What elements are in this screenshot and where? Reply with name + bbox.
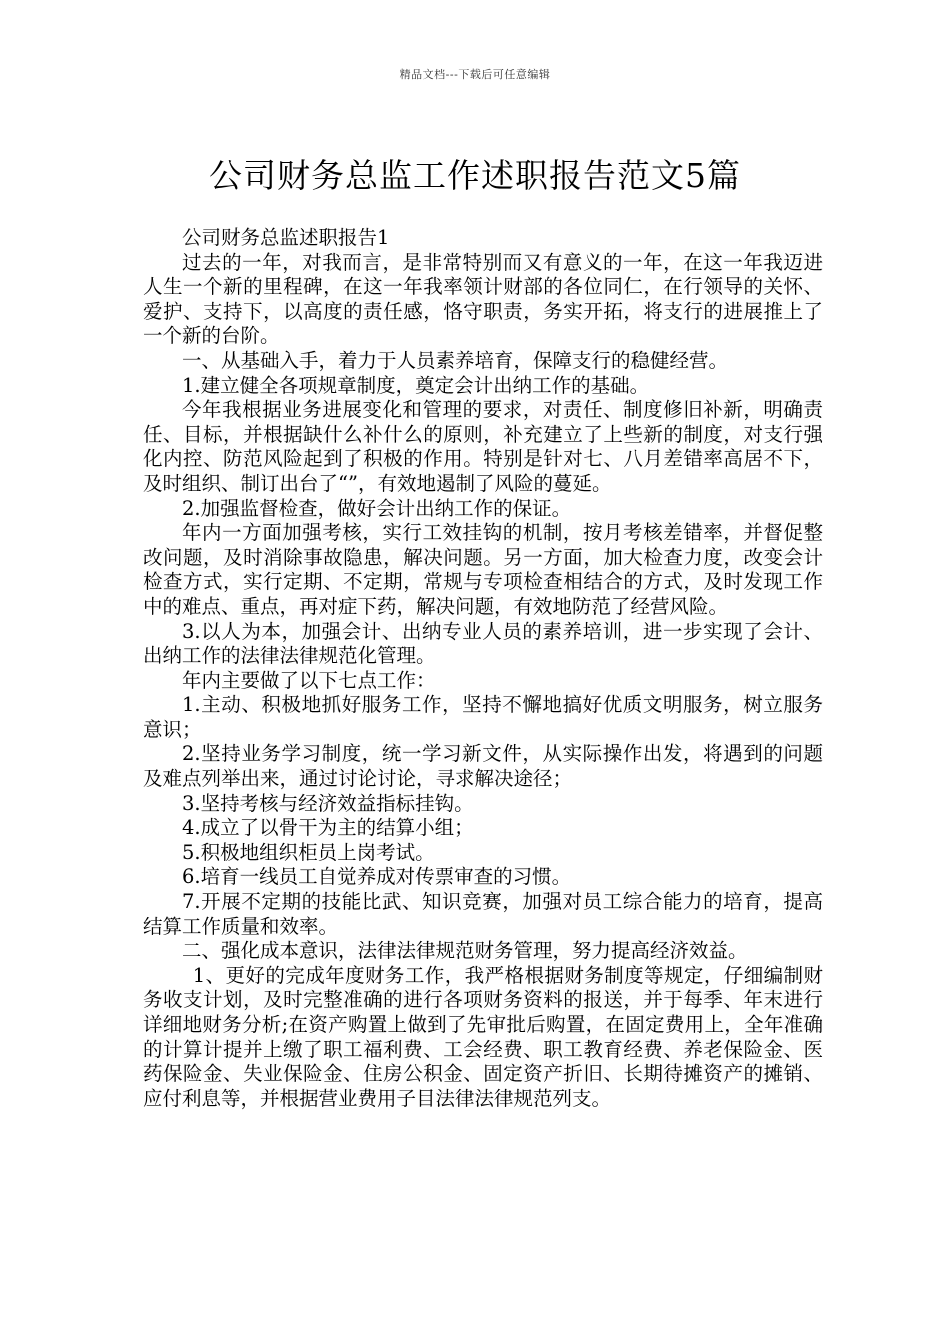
- list-item: 6.培育一线员工自觉养成对传票审查的习惯。: [182, 865, 572, 889]
- body-paragraph: 年内一方面加强考核，实行工效挂钩的机制，按月考核差错率，并督促整改问题，及时消除事故隐患，解决问题。另一方面，加大检查力度，改变会计检查方式，实行定期、不定期，常规与专项检查相结合的方式，及时发现工作中的难点、重点，再对症下药，解决问题，有效地防范了经营风险。: [143, 521, 823, 618]
- document-body: [143, 226, 823, 1111]
- list-item: 5.积极地组织柜员上岗考试。: [182, 840, 435, 864]
- list-item: 7.开展不定期的技能比武、知识竞赛，加强对员工综合能力的培育，提高结算工作质量和效率。: [143, 890, 823, 938]
- list-item: 4.成立了以骨干为主的结算小组；: [182, 816, 474, 840]
- list-item: 3.坚持考核与经济效益指标挂钩。: [182, 791, 474, 815]
- report-heading: 公司财务总监述职报告1: [182, 226, 390, 249]
- subsection-heading: 3.以人为本，加强会计、出纳专业人员的素养培训，进一步实现了会计、出纳工作的法律法律规范化管理。: [143, 619, 823, 668]
- section-heading: 一、从基础入手，着力于人员素养培育，保障支行的稳健经营。: [182, 348, 729, 372]
- body-paragraph: 年内主要做了以下七点工作：: [182, 668, 436, 692]
- list-item: 1.主动、积极地抓好服务工作，坚持不懈地搞好优质文明服务，树立服务意识；: [143, 693, 823, 741]
- subsection-heading: 2.加强监督检查，做好会计出纳工作的保证。: [182, 496, 572, 520]
- page-header-note: 精品文档---下载后可任意编辑: [399, 68, 551, 81]
- body-paragraph: 过去的一年，对我而言，是非常特别而又有意义的一年，在这一年我迈进人生一个新的里程碑，在这一年我率领计财部的各位同仁，在行领导的关怀、爱护、支持下，以高度的责任感，恪守职责，务实开拓，将支行的进展推上了一个新的台阶。: [143, 250, 823, 348]
- document-title: 公司财务总监工作述职报告范文5篇: [209, 156, 741, 196]
- body-paragraph: 今年我根据业务进展变化和管理的要求，对责任、制度修旧补新，明确责任、目标，并根据缺什么补什么的原则，补充建立了上些新的制度，对支行强化内控、防范风险起到了积极的作用。特别是针对七、八月差错率高居不下，及时组织、制订出台了“”，有效地遏制了风险的蔓延。: [143, 398, 823, 495]
- section-heading: 二、强化成本意识，法律法律规范财务管理，努力提高经济效益。: [182, 939, 748, 963]
- list-item: 2.坚持业务学习制度，统一学习新文件，从实际操作出发，将遇到的问题及难点列举出来，通过讨论讨论，寻求解决途径；: [143, 742, 823, 791]
- body-paragraph: 1、更好的完成年度财务工作，我严格根据财务制度等规定，仔细编制财务收支计划，及时完整准确的进行各项财务资料的报送，并于每季、年末进行详细地财务分析;在资产购置上做到了先审批后购置，在固定费用上，全年准确的计算计提并上缴了职工福利费、工会经费、职工教育经费、养老保险金、医药保险金、失业保险金、住房公积金、固定资产折旧、长期待摊资产的摊销、应付利息等，并根据营业费用子目法律法律规范列支。: [143, 963, 823, 1110]
- subsection-heading: 1.建立健全各项规章制度，奠定会计出纳工作的基础。: [182, 373, 650, 397]
